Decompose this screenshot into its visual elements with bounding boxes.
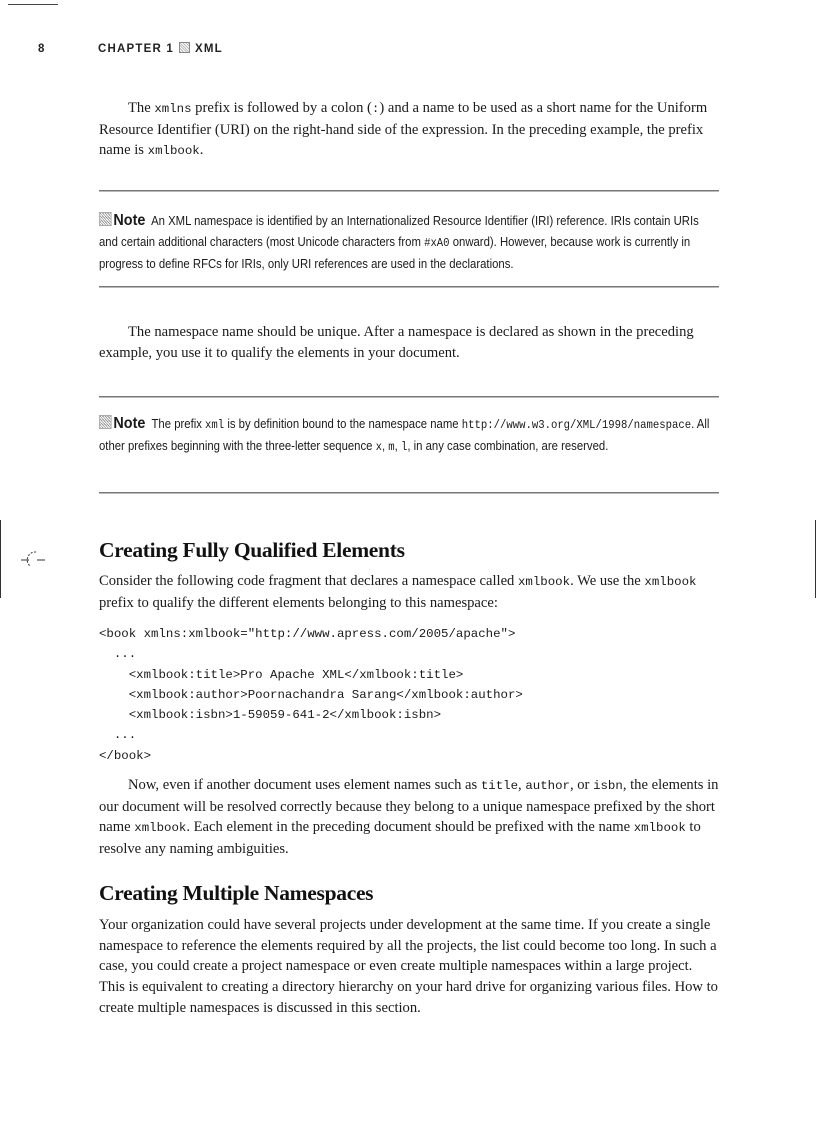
note-icon: [99, 415, 112, 429]
section-heading-multiple-namespaces: Creating Multiple Namespaces: [99, 881, 374, 905]
code-listing: [99, 624, 523, 766]
note-rule-top: [99, 396, 719, 398]
paragraph-xmlns-prefix: The xmlns prefix is followed by a colon (:) and a name to be used as a short name for the Uniform Resource Identifier (URI) on the right-hand side of the expression. In the preceding example, the prefix name is xmlbook.: [99, 100, 708, 159]
code-line: <xmlbook:author>Poornachandra Sarang</xmlbook:author>: [99, 687, 523, 702]
paragraph-code-intro: Consider the following code fragment that declares a namespace called xmlbook. We use the xmlbook prefix to qualify the different elements belonging to this namespace:: [99, 573, 697, 611]
note-xml-prefix: [99, 396, 719, 458]
note-label: Note: [113, 415, 146, 432]
paragraph-element-resolution: Now, even if another document uses element names such as title, author, or isbn, the elements in our document will be resolved correctly because they belong to a unique namespace prefixed by the short name xmlbook. Each element in the preceding document should be prefixed with the name xmlbook to resolve any naming ambiguities.: [99, 777, 719, 858]
header-separator-icon: [179, 42, 190, 53]
running-header: [38, 42, 223, 55]
paragraph-multiple-namespaces: Your organization could have several projects under development at the same time. If you create a single namespace to reference the elements required by all the projects, the list could become too long. In such a case, you could create a project namespace or even create multiple namespaces within a large project. This is equivalent to creating a directory hierarchy on your hard drive for organizing various files. How to create multiple namespaces is discussed in this section.: [99, 917, 718, 1016]
note-icon: [99, 212, 112, 226]
code-line: </book>: [99, 748, 152, 763]
code-line: <xmlbook:title>Pro Apache XML</xmlbook:title>: [99, 667, 464, 682]
note-rule-bottom: [99, 286, 719, 288]
chapter-title: XML: [194, 43, 223, 55]
note-xml-prefix-text: Note The prefix xml is by definition bound to the namespace name http://www.w3.org/XML/1998/namespace. All other prefixes beginning with the three-letter sequence x, m, l, in any case combination, are reserved.: [99, 415, 710, 454]
crop-mark-left: [0, 520, 1, 598]
section-heading-fully-qualified: Creating Fully Qualified Elements: [99, 538, 405, 562]
note-rule-bottom: [99, 492, 719, 494]
note-rule-top: [99, 190, 719, 192]
note-iri: [99, 190, 719, 275]
paragraph-namespace-unique: The namespace name should be unique. After a namespace is declared as shown in the preceding example, you use it to qualify the elements in your document.: [99, 324, 694, 361]
code-line: <book xmlns:xmlbook="http://www.apress.com/2005/apache">: [99, 627, 516, 641]
note-iri-text: Note An XML namespace is identified by an Internationalized Resource Identifier (IRI) reference. IRIs contain URIs and certain additional characters (most Unicode characters from #xA0 onward). However, because work is currently in progress to define RFCs for IRIs, only URI references are used in the declarations.: [99, 212, 699, 271]
note-label: Note: [113, 212, 146, 229]
crop-mark-top: [8, 4, 58, 5]
chapter-label: CHAPTER 1: [98, 43, 174, 55]
code-line: ...: [99, 728, 137, 743]
page-number: 8: [38, 43, 46, 55]
code-line: ...: [99, 647, 137, 662]
code-line: <xmlbook:isbn>1-59059-641-2</xmlbook:isbn>: [99, 708, 442, 723]
registration-mark-icon: [20, 548, 46, 570]
